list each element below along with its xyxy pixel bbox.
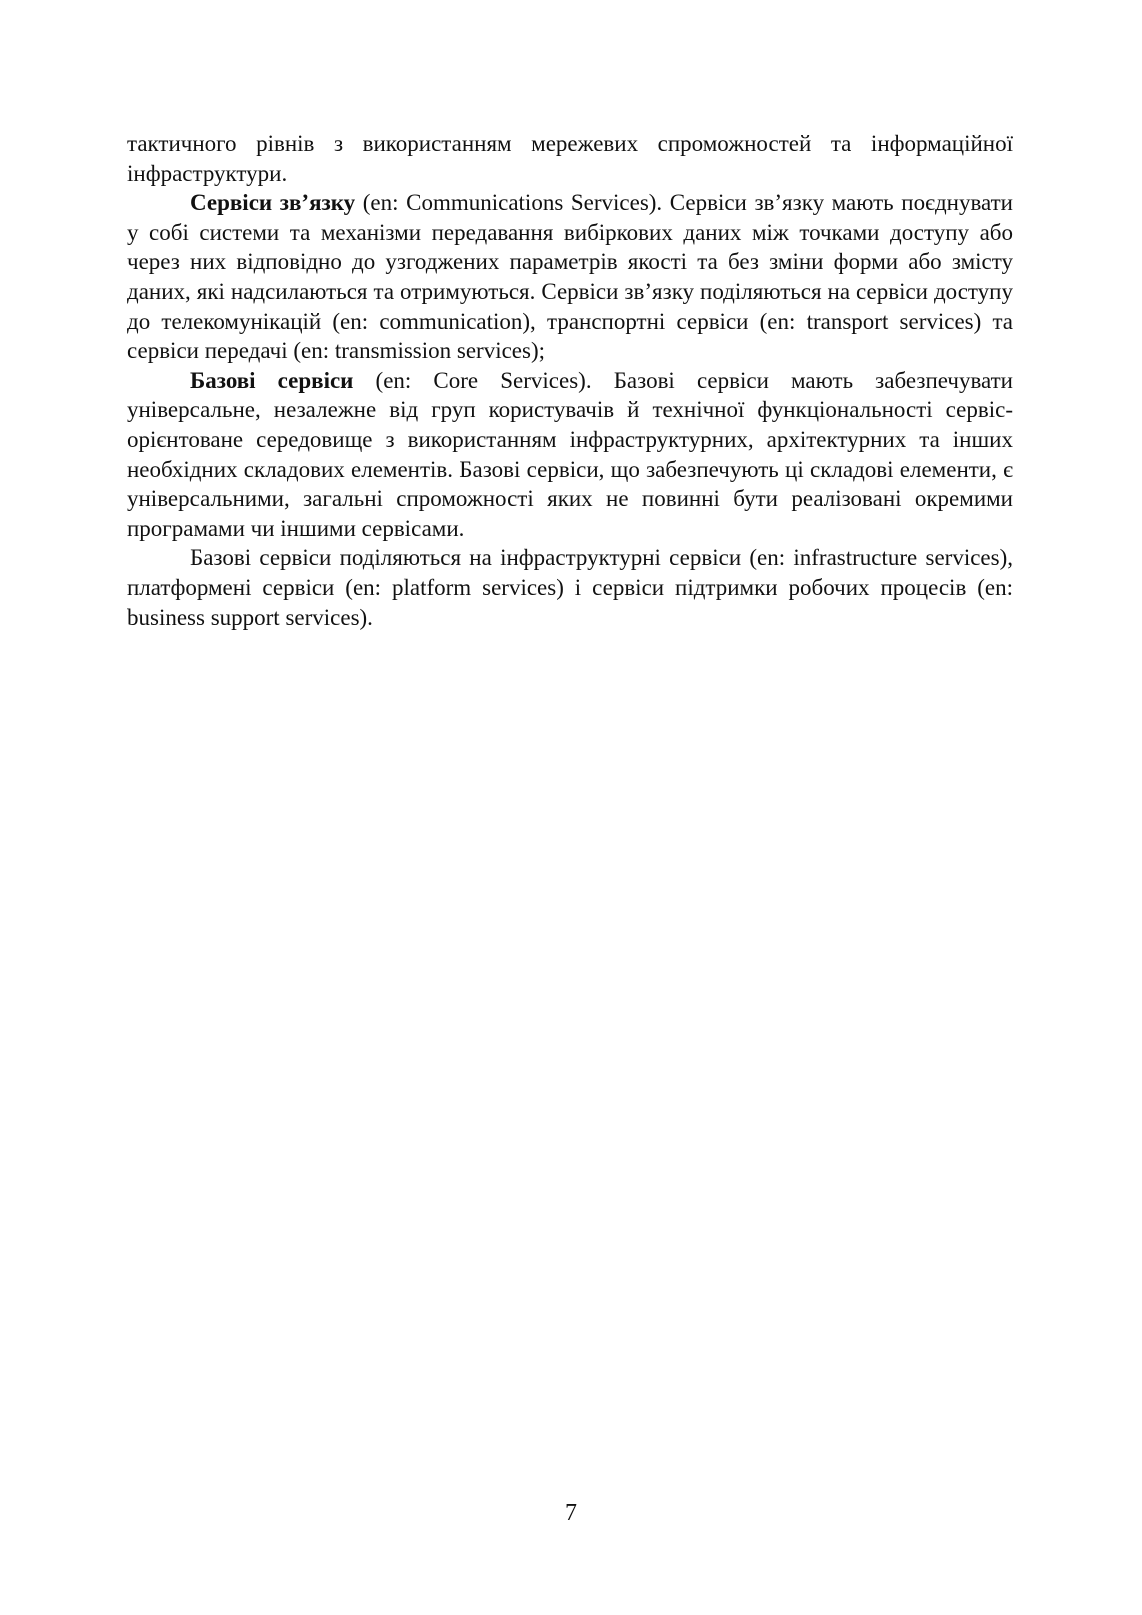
page-number: 7 — [565, 1500, 577, 1526]
paragraph-text: тактичного рівнів з використанням мережевих спроможностей та інформаційної інфраструктури. — [127, 131, 1013, 186]
term-core-services: Базові сервіси — [190, 367, 354, 393]
paragraph-continuation — [127, 129, 1013, 188]
paragraph-text: (en: Core Services). Базові сервіси мають забезпечувати універсальне, незалежне від груп користувачів й технічної функціональності сервіс-орієнтоване середовище з використанням інфраструктурних, архітектурних та інших необхідних складових елементів. Базові сервіси, що забезпечують ці складові елементи, є універсальними, загальні спроможності яких не повинні бути реалізовані окремими програмами чи іншими сервісами. — [127, 367, 1013, 541]
paragraph-communications-services — [127, 188, 1013, 366]
paragraph-core-services — [127, 366, 1013, 544]
paragraph-text: Базові сервіси поділяються на інфраструктурні сервіси (en: infrastructure services), платформені сервіси (en: platform services) і сервіси підтримки робочих процесів (en: business support services). — [127, 545, 1013, 630]
paragraph-text: (en: Communications Services). Сервіси зв’язку мають поєднувати у собі системи та механізми передавання вибіркових даних між точками доступу або через них відповідно до узгоджених параметрів якості та без зміни форми або змісту даних, які надсилаються та отримуються. Сервіси зв’язку поділяються на сервіси доступу до телекомунікацій (en: communication), транспортні сервіси (en: transport services) та сервіси передачі (en: transmission services); — [127, 190, 1013, 364]
paragraph-core-services-types — [127, 543, 1013, 632]
body-text — [127, 129, 1013, 632]
term-communications-services: Сервіси зв’язку — [190, 190, 356, 216]
